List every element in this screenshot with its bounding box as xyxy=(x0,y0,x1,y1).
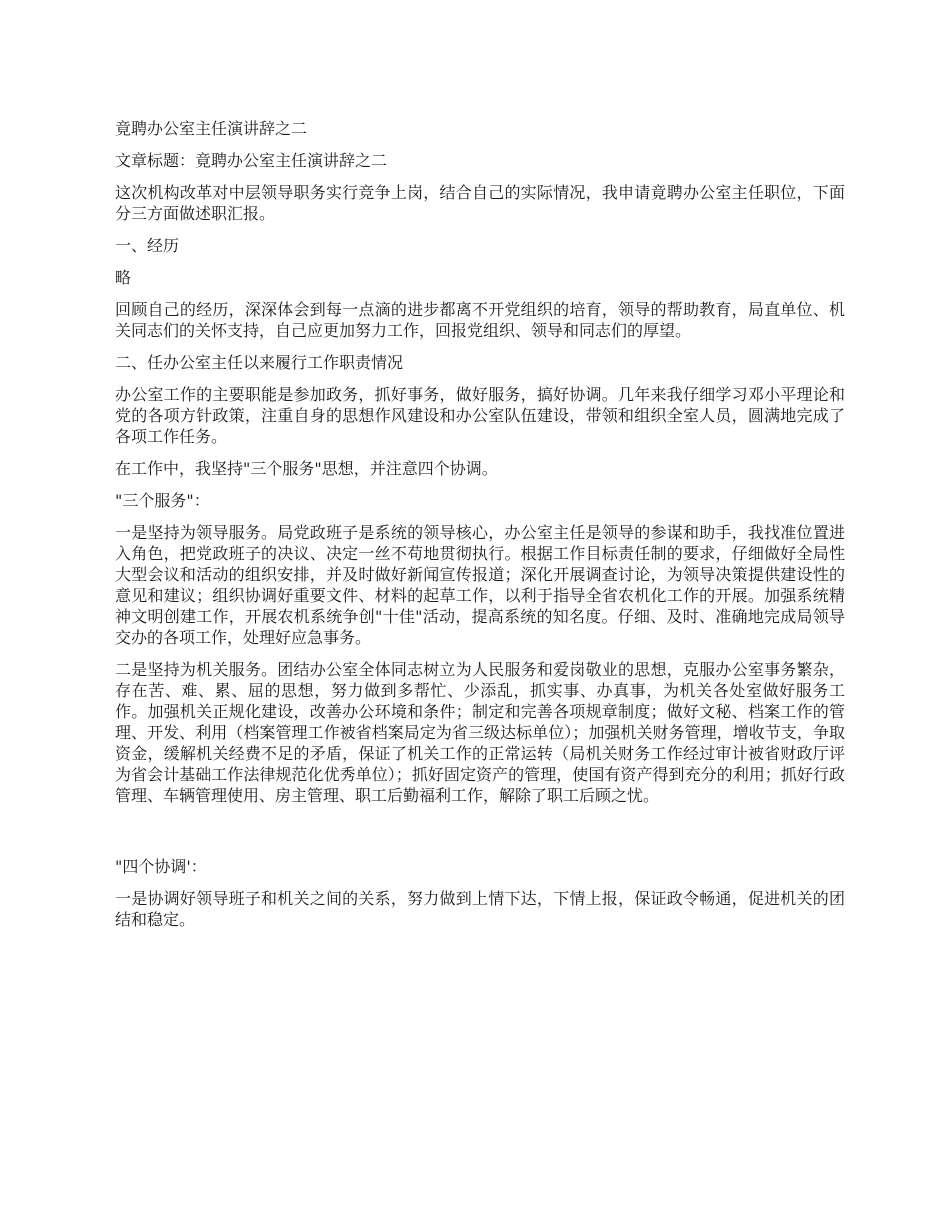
omitted-note: 略 xyxy=(115,268,132,287)
section-heading-experience: 一、经历 xyxy=(115,236,180,255)
four-coordinations-heading: "四个协调'： xyxy=(115,857,207,876)
document-title: 竟聘办公室主任演讲辞之二 xyxy=(115,119,308,138)
experience-reflection-paragraph: 回顾自己的经历，深深体会到每一点滴的进步都离不开党组织的培育，领导的帮助教育，局直单位、机关同志们的关怀支持，自己应更加努力工作，回报党组织、领导和同志们的厚望。 xyxy=(115,300,845,340)
service-two-paragraph: 二是坚持为机关服务。团结办公室全体同志树立为人民服务和爱岗敬业的思想，克服办公室事务繁杂，存在苦、难、累、屈的思想，努力做到多帮忙、少添乱，抓实事、办真事，为机关各处室做好服务工作。加强机关正规化建设，改善办公环境和条件；制定和完善各项规章制度；做好文秘、档案工作的管理、开发、利用（档案管理工作被省档案局定为省三级达标单位）；加强机关财务管理，增收节支，争取资金，缓解机关经费不足的矛盾，保证了机关工作的正常运转（局机关财务工作经过审计被省财政厅评为省会计基础工作法律规范化优秀单位）；抓好固定资产的管理，使国有资产得到充分的利用；抓好行政管理、车辆管理使用、房主管理、职工后勤福利工作，解除了职工后顾之忧。 xyxy=(115,660,845,805)
duties-overview-paragraph: 办公室工作的主要职能是参加政务，抓好事务，做好服务，搞好协调。几年来我仔细学习邓小平理论和党的各项方针政策，注重自身的思想作风建设和办公室队伍建设，带领和组织全室人员，圆满地完成了各项工作任务。 xyxy=(115,385,845,446)
intro-paragraph: 这次机构改革对中层领导职务实行竞争上岗，结合自己的实际情况，我申请竟聘办公室主任职位，下面分三方面做述职汇报。 xyxy=(115,183,845,223)
section-heading-duties: 二、任办公室主任以来履行工作职责情况 xyxy=(115,353,404,372)
three-services-heading: "三个服务"： xyxy=(115,491,210,510)
service-one-paragraph: 一是坚持为领导服务。局党政班子是系统的领导核心，办公室主任是领导的参谋和助手，我找准位置进入角色，把党政班子的决议、决定一丝不苟地贯彻执行。根据工作目标责任制的要求，仔细做好全局性大型会议和活动的组织安排，并及时做好新闻宣传报道；深化开展调查讨论，为领导决策提供建设性的意见和建议；组织协调好重要文件、材料的起草工作，以利于指导全省农机化工作的开展。加强系统精神文明创建工作，开展农机系统争创"十佳"活动，提高系统的知名度。仔细、及时、准确地完成局领导交办的各项工作，处理好应急事务。 xyxy=(115,523,845,647)
principle-paragraph: 在工作中，我坚持"三个服务"思想，并注意四个协调。 xyxy=(115,459,498,478)
coordination-one-paragraph: 一是协调好领导班子和机关之间的关系，努力做到上情下达，下情上报，保证政令畅通，促进机关的团结和稳定。 xyxy=(115,889,845,929)
document-body xyxy=(115,118,845,941)
article-title: 文章标题：竟聘办公室主任演讲辞之二 xyxy=(115,151,388,170)
